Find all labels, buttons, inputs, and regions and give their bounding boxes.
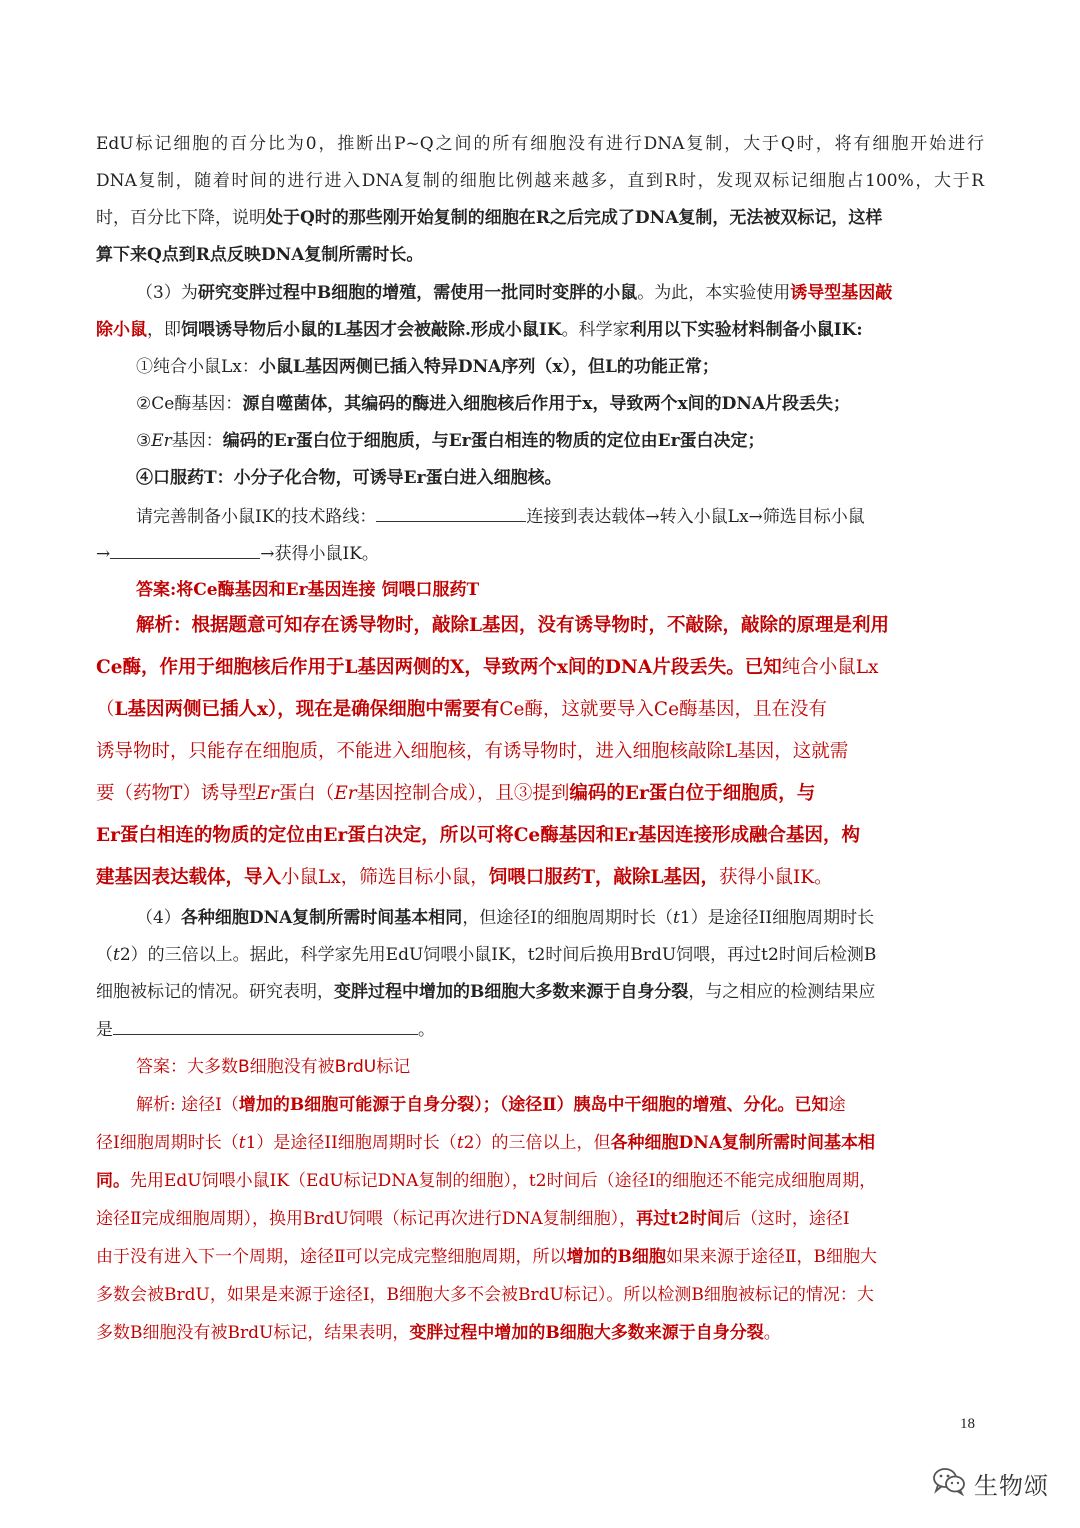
question-3-line: 除小鼠，即饲喂诱导物后小鼠的L基因才会被敲除.形成小鼠IK。科学家利用以下实验材料制备小鼠IK: — [96, 320, 863, 340]
question-3-line: （3）为研究变胖过程中B细胞的增殖，需使用一批同时变胖的小鼠。为此，本实验使用诱导型基因敲 — [136, 283, 893, 303]
answer-blank[interactable] — [376, 503, 526, 522]
question-4-line: 是 。 — [96, 1016, 984, 1042]
material-item-4: ④口服药T：小分子化合物，可诱导Er蛋白进入细胞核。 — [136, 468, 562, 488]
explanation-line: 由于没有进入下一个周期，途径Ⅱ可以完成完整细胞周期，所以增加的B细胞如果来源于途径Ⅱ，B细胞大 — [96, 1247, 877, 1267]
route-line: → →获得小鼠IK。 — [96, 540, 984, 566]
explanation-line: 解析: 途径I（增加的B细胞可能源于自身分裂）；（途径Ⅱ）胰岛中干细胞的增殖、分化。已知途 — [136, 1095, 846, 1115]
explanation-line: Ce酶，作用于细胞核后作用于L基因两侧的X，导致两个x间的DNA片段丢失。已知纯合小鼠Lx — [96, 657, 879, 678]
explanation-line: 途径Ⅱ完成细胞周期），换用BrdU饲喂（标记再次进行DNA复制细胞），再过t2时间后（这时，途径I — [96, 1209, 850, 1229]
page-number: 18 — [960, 1416, 975, 1432]
route-line: 请完善制备小鼠IK的技术路线： 连接到表达载体→转入小鼠Lx→筛选目标小鼠 — [136, 503, 984, 529]
question-4-line: （t2）的三倍以上。据此，科学家先用EdU饲喂小鼠IK，t2时间后换用BrdU饲喂，再过t2时间后检测B — [96, 945, 877, 965]
explanation-line: 多数B细胞没有被BrdU标记，结果表明，变胖过程中增加的B细胞大多数来源于自身分裂。 — [96, 1323, 781, 1343]
text-line: 时，百分比下降，说明处于Q时的那些刚开始复制的细胞在R之后完成了DNA复制，无法被双标记，这样 — [96, 208, 883, 228]
material-item-3: ③Er基因：编码的Er蛋白位于细胞质，与Er蛋白相连的物质的定位由Er蛋白决定； — [136, 431, 765, 451]
explanation-line: 诱导物时，只能存在细胞质，不能进入细胞核，有诱导物时，进入细胞核敲除L基因，这就需 — [96, 741, 849, 762]
text-line: 算下来Q点到R点反映DNA复制所需时长。 — [96, 245, 424, 265]
answer-line: 答案：大多数B细胞没有被BrdU标记 — [136, 1057, 411, 1077]
material-item-1: ①纯合小鼠Lx：小鼠L基因两侧已插入特异DNA序列（x），但L的功能正常； — [136, 357, 719, 377]
question-4-line: 细胞被标记的情况。研究表明，变胖过程中增加的B细胞大多数来源于自身分裂，与之相应的检测结果应 — [96, 982, 876, 1002]
wechat-icon — [932, 1466, 966, 1500]
explanation-line: （L基因两侧已插人x），现在是确保细胞中需要有Ce酶，这就要导入Ce酶基因，且在没有 — [96, 699, 828, 720]
answer-blank[interactable] — [113, 1016, 418, 1035]
text-line: EdU标记细胞的百分比为0，推断出P~Q之间的所有细胞没有进行DNA复制，大于Q时，将有细胞开始进行 — [96, 134, 984, 154]
explanation-line: 建基因表达载体，导入小鼠Lx，筛选目标小鼠，饲喂口服药T，敲除L基因，获得小鼠IK。 — [96, 867, 833, 888]
answer-line: 答案:将Ce酶基因和Er基因连接 饲喂口服药T — [136, 580, 480, 600]
answer-blank[interactable] — [110, 540, 260, 559]
material-item-2: ②Ce酶基因：源自噬菌体，其编码的酶进入细胞核后作用于x，导致两个x间的DNA片段丢失； — [136, 394, 851, 414]
explanation-line: 解析：根据题意可知存在诱导物时，敲除L基因，没有诱导物时，不敲除，敲除的原理是利用 — [136, 615, 890, 636]
explanation-line: Er蛋白相连的物质的定位由Er蛋白决定，所以可将Ce酶基因和Er基因连接形成融合基因，构 — [96, 825, 861, 846]
question-4-line: （4）各种细胞DNA复制所需时间基本相同，但途径I的细胞周期时长（t1）是途径II细胞周期时长 — [136, 908, 875, 928]
explanation-line: 径I细胞周期时长（t1）是途径II细胞周期时长（t2）的三倍以上，但各种细胞DNA复制所需时间基本相 — [96, 1133, 875, 1153]
wechat-watermark — [932, 1466, 1049, 1500]
text-line: DNA复制，随着时间的进行进入DNA复制的细胞比例越来越多，直到R时，发现双标记细胞占100%，大于R — [96, 171, 984, 191]
explanation-line: 同。先用EdU饲喂小鼠IK（EdU标记DNA复制的细胞），t2时间后（途径I的细胞还不能完成细胞周期， — [96, 1171, 877, 1191]
explanation-line: 多数会被BrdU，如果是来源于途径I，B细胞大多不会被BrdU标记）。所以检测B细胞被标记的情况：大 — [96, 1285, 874, 1305]
explanation-line: 要（药物T）诱导型Er蛋白（Er基因控制合成），且③提到编码的Er蛋白位于细胞质，与 — [96, 783, 816, 804]
watermark-text: 生物颂 — [974, 1471, 1049, 1500]
